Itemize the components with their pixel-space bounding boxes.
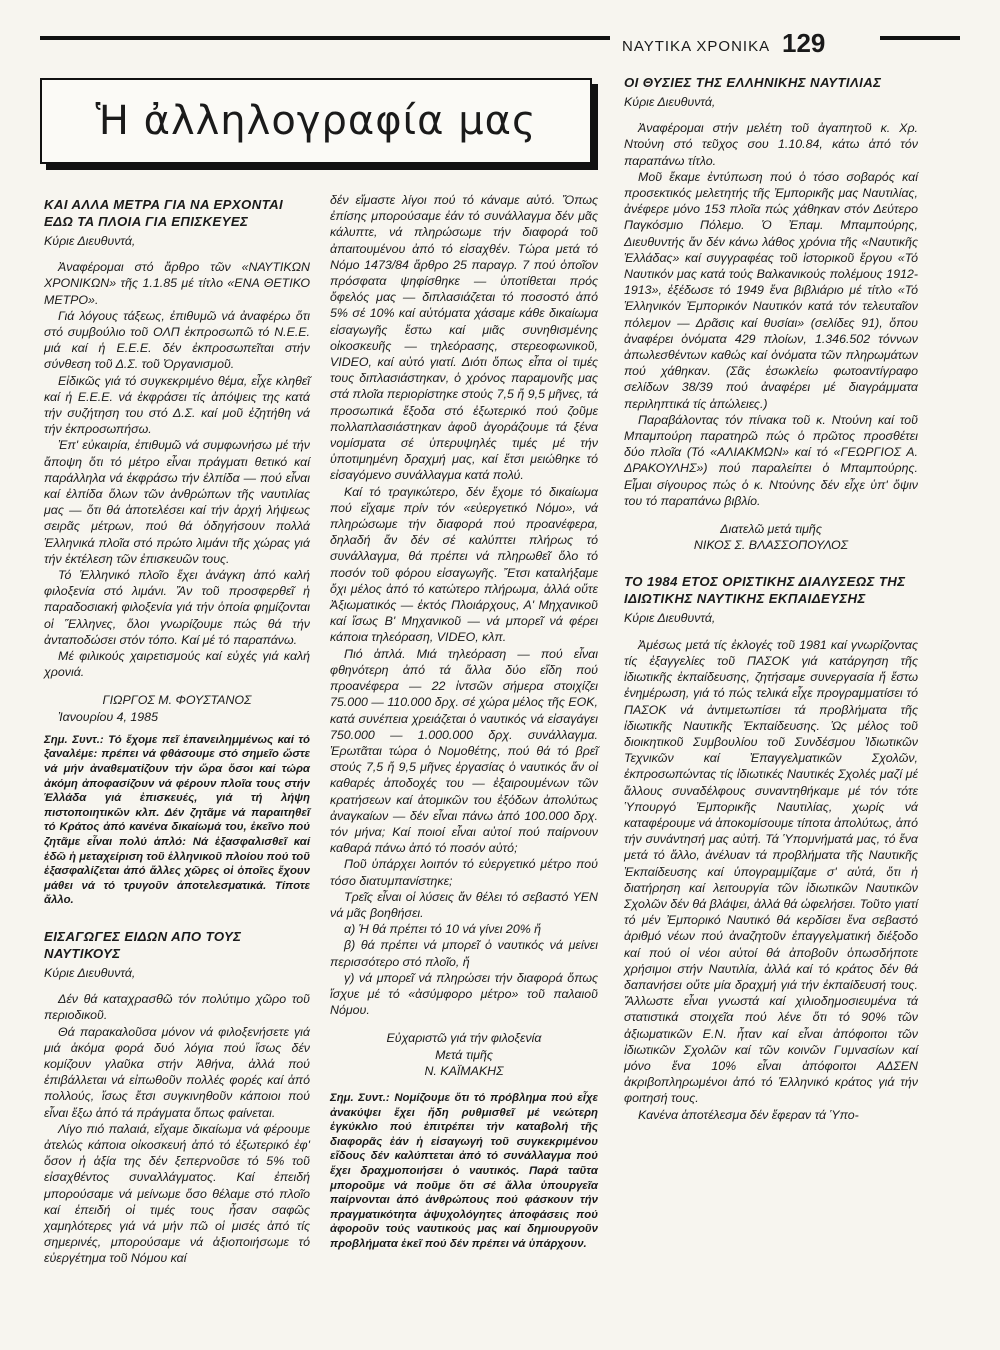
page-number: 129 — [782, 28, 826, 58]
column-2 — [330, 192, 598, 1252]
letter2-paragraph: Πιό ἁπλά. Μιά τηλεόραση — πού εἶναι φθηνότερη ἀπό τά ἄλλα δύο εἴδη πού προανέφερα — 22 ἰντσῶν σήμερα στοιχίζει 75.000 — 110.000 δρχ. σέ χώρα μέλος τῆς ΕΟΚ, κατά συνέπεια χρειάζεται ὁ ναυτικός νά εἰσαγάγει 750.000 — 1.000.000 δρχ. συνάλλαγμα. Ἐρωτᾶται τώρα ὁ Νομοθέτης, πού θά τό βρεῖ στούς 7,5 ἤ 9,5 μῆνες ἐργασίας ὁ ναυτικός ἄν οἱ καθαρές ἀποδοχές του — ἐξαιρουμένων τῶν κρατήσεων καί ἀτομικῶν του ἐξόδων ἀπολύτως ἀναγκαίων — δέν εἶναι πάνω ἀπό 100.000 δρχ. τόν μήνα; Καί ποιοί εἶναι αὐτοί πού παίρνουν καθαρά πάνω ἀπό τό ποσόν αὐτό; — [330, 646, 598, 856]
letter1-headline: ΚΑΙ ΑΛΛΑ ΜΕΤΡΑ ΓΙΑ ΝΑ ΕΡΧΟΝΤΑΙ ΕΔΩ ΤΑ ΠΛΟΙΑ ΓΙΑ ΕΠΙΣΚΕΥΕΣ — [44, 197, 284, 229]
letter1-editor-note: Σημ. Συντ.: Τό ἔχομε πεῖ ἐπανειλημμένως καί τό ξαναλέμε: πρέπει νά φθάσουμε στό σημεῖο ὥστε νά μήν ἀναθεματίζουν τήν ὥρα ὅσοι καί τώρα ἀκόμη ἀποφασίζουν νά φέρουν πλοῖα τους στήν Ἑλλάδα γιά ἐπισκευές, γιά τή λήψη πιστοποιητικῶν κλπ. Δέν ζητᾶμε νά παραιτηθεῖ τό Κράτος ἀπό κανένα δικαίωμά του, ἐκεῖνο πού ζητᾶμε εἶναι πολύ ἁπλό: Νά ἐξασφαλισθεῖ καί ἐδῶ ἡ μεταχείριση τοῦ ἑλληνικοῦ πλοίου πού τοῦ ἐξασφαλίζεται ἀπό ἄλλες χῶρες οἱ ὁποῖες ἔχουν μάθει νά τό τρυγοῦν ἀποτελεσματικά. Τίποτε ἄλλο. — [44, 733, 310, 907]
letter2-paragraph: Δέν θά καταχρασθῶ τόν πολύτιμο χῶρο τοῦ περιοδικοῦ. — [44, 992, 310, 1023]
header-rule-right — [880, 36, 960, 40]
column-1 — [44, 196, 310, 1267]
section-title-box — [40, 78, 592, 164]
letter1-paragraph: Γιά λόγους τάξεως, ἐπιθυμῶ νά ἀναφέρω ὅτι στό συμβούλιο τοῦ ΟΛΠ ἐκπροσωπῶ τό Ν.Ε.Ε. μιά καί ἡ Ε.Ε.Ε. δέν ἐκπροσωπεῖται στήν σύνθεση τοῦ Δ.Σ. τοῦ Ὀργανισμοῦ. — [44, 308, 310, 372]
letter2-list-item: α) Ἡ θά πρέπει τό 10 νά γίνει 20% ἤ — [344, 922, 542, 937]
letter4-paragraph: Κανένα ἀποτέλεσμα δέν ἔφεραν τά Ὑπο- — [638, 1107, 859, 1122]
page-header — [40, 26, 960, 66]
letter2-paragraph: Καί τό τραγικώτερο, δέν ἔχομε τό δικαίωμα πού εἴχαμε πρίν τόν «εὐεργετικό Νόμο», νά πληρώσωμε τήν διαφορά πού προανέφερα, δηλαδή ἄν δέν σέ καλύπτει πλήρως τό συνάλλαγμα, θά πρέπει νά πληρωθεῖ ὅλο τό ποσόν τοῦ φόρου εἰσαγωγῆς. Ἔτσι καταλήξαμε ὄχι μέλος ἀπό τό κατώτερο πλήρωμα, ἀλλά οὔτε Ἀξιωματικός — ἐκτός Πλοιάρχους, Α' Μηχανικοῦ καί ἴσως Β' Μηχανικοῦ — νά μπορεῖ νά φέρει κάποια τηλεόραση, VIDEO, κλπ. — [330, 484, 598, 645]
letter1-paragraph: Ἐπ' εὐκαιρία, ἐπιθυμῶ νά συμφωνήσω μέ τήν ἄποψη ὅτι τό μέτρο εἶναι πράγματι θετικό καί παράλληλα νά ἐκφράσω τήν ἐλπίδα — πού εἶναι καί ἐλπίδα ὅλων τῶν ἀνθρώπων τῆς ναυτιλίας μας — ὅτι θά ἀποτελέσει καί τήν ἀρχή λήψεως σειρᾶς μέτρων, πού θά ὁδηγήσουν πολλά Ἑλληνικά πλοῖα στό πρώτο λιμάνι τῆς χώρας γιά τήν ἐκτέλεση τῶν ἐπισκευῶν τους. — [44, 438, 310, 566]
letter2-paragraph: Ποῦ ὑπάρχει λοιπόν τό εὐεργετικό μέτρο πού τόσο διατυμπανίστηκε; — [330, 857, 598, 888]
letter1-paragraph: Ἀναφέρομαι στό ἄρθρο τῶν «ΝΑΥΤΙΚΩΝ ΧΡΟΝΙΚΩΝ» τῆς 1.1.85 μέ τίτλο «ΕΝΑ ΘΕΤΙΚΟ ΜΕΤΡΟ». — [44, 260, 310, 307]
letter2-closing: Εὐχαριστῶ γιά τήν φιλοξενία — [386, 1031, 542, 1046]
letter1-signature: ΓΙΩΡΓΟΣ Μ. ΦΟΥΣΤΑΝΟΣ — [102, 693, 252, 708]
letter1-salutation: Κύριε Διευθυντά, — [44, 234, 136, 248]
letter2-paragraph: Θά παρακαλοῦσα μόνον νά φιλοξενήσετε γιά μιά ἀκόμα φορά δυό λόγια πού ἴσως δέν κομίζουν γλαῦκα στήν Ἀθήνα, ἀλλά πού ἐπιβάλλεται νά εἰπωθοῦν πολλές φορές καί ἀπό πολλούς, ἴσως ἔτσι συγκινηθοῦν κάποιοι πού εἶναι ἔξω ἀπό τά πράγματα ὅπως φαίνεται. — [44, 1024, 310, 1120]
letter1-paragraph: Τό Ἑλληνικό πλοῖο ἔχει ἀνάγκη ἀπό καλή φιλοξενία στό λιμάνι. Ἄν τοῦ προσφερθεῖ ἡ παραδοσιακή φιλοξενία γιά τήν ὁποία φημίζονται οἱ Ἕλληνες, ὅλοι γνωρίζουμε πώς θά τήν ἀνταποδώσει στόν τόπο. Καί μέ τό παραπάνω. — [44, 568, 310, 647]
letter3-headline: ΟΙ ΘΥΣΙΕΣ ΤΗΣ ΕΛΛΗΝΙΚΗΣ ΝΑΥΤΙΛΙΑΣ — [624, 75, 882, 90]
letter2-signature: Ν. ΚΑΪΜΑΚΗΣ — [424, 1063, 504, 1078]
letter2-salutation: Κύριε Διευθυντά, — [44, 966, 136, 981]
letter3-salutation: Κύριε Διευθυντά, — [624, 95, 716, 109]
letter3-signature: ΝΙΚΟΣ Σ. ΒΛΑΣΣΟΠΟΥΛΟΣ — [693, 538, 849, 553]
letter3-paragraph: Μοῦ ἔκαμε ἐντύπωση πού ὁ τόσο σοβαρός καί προσεκτικός μελετητής τῆς Ἐμπορικῆς μας Ναυτιλίας, ἀνέφερε μόνο 153 πλοῖα πώς χάθηκαν στόν Δεύτερο Παγκόσμιο Πόλεμο. Ὁ Ἐπαμ. Μπαμπούρης, Διευθυντής ἄν δέν κάνω λάθος χρόνια τῆς «Ναυτικῆς Ἑλλάδας» καί συγγραφέας τοῦ ἱστορικοῦ ἔργου «Τό Ναυτικόν μας κατά τούς Βαλκανικούς πολέμους 1912-1913», ἐξέδωσε τό 1949 ἕνα βιβλιάριο μέ τίτλο «Τό Ἑλληνικόν Ἐμπορικόν Ναυτικόν κατά τόν τελευταῖον πόλεμον — Δρᾶσις καί θυσίαι» (σελίδες 91), ὅπου ἀναφέρει ὀνόματα 429 πλοίων, 1.346.502 τόννων ἀπωλεσθέντων καθώς καί ὀνόματα τῶν πληρωμάτων πού χάθηκαν. (Σᾶς ἐσωκλείω φωτοαντίγραφο σελίδων 38/39 πού ἀναφέρει μέ διαγράμματα περιληπτικά τίς ἀπώλειες.) — [624, 169, 918, 411]
letter1-paragraph: Εἰδικῶς γιά τό συγκεκριμένο θέμα, εἶχε κληθεῖ καί ἡ Ε.Ε.Ε. νά ἐκφράσει τίς ἀπόψεις της κατά τήν συζήτηση του στό Δ.Σ. καί μοῦ ἐζητήθη νά τήν ἐκπροσωπήσω. — [44, 373, 310, 437]
letter3-paragraph: Παραβάλοντας τόν πίνακα τοῦ κ. Ντούνη καί τοῦ Μπαμπούρη παρατηρῶ πώς ὁ πρῶτος προσθέτει δύο πλοῖα (Τό «ΑΛΙΑΚΜΩΝ» καί τό «ΓΕΩΡΓΙΟΣ Α. ΔΡΑΚΟΥΛΗΣ») πού παραλείπει ὁ Μπαμπούρης. Εἶμαι σίγουρος πώς ὁ κ. Ντούνης δέν εἶχε ὑπ' ὄψιν του τό παραπάνω βιβλίο. — [624, 412, 918, 508]
letter2-paragraph: Τρεῖς εἶναι οἱ λύσεις ἄν θέλει τό σεβαστό ΥΕΝ νά μᾶς βοηθήσει. — [330, 889, 598, 920]
letter2-editor-note: Σημ. Συντ.: Νομίζουμε ὅτι τό πρόβλημα πού εἶχε ἀνακύψει ἔχει ἤδη ρυθμισθεῖ μέ νεώτερη ἐγκύκλιο πού ἐπιτρέπει τήν καταβολή τῆς διαφορᾶς ἐάν ἡ εἰσαγωγή τοῦ συγκεκριμένου εἴδους δέν καλύπτεται ἀπό τό συνάλλαγμα πού ἔχει δραχμοποιήσει ὁ ναυτικός. Παρά ταῦτα μποροῦμε νά ποῦμε ὅτι σέ ἄλλα ὑπουργεῖα παίρνονται ἀπό ἀνθρώπους πού φάσκουν τήν πραγματικότητα ἀψυχολόγητες ἀποφάσεις πού ἀφοροῦν τούς ναυτικούς μας καί δημιουργοῦν προβλήματα ἐκεῖ πού δέν πρέπει νά ὑπάρχουν. — [330, 1091, 598, 1250]
magazine-name: ΝΑΥΤΙΚΑ ΧΡΟΝΙΚΑ — [622, 38, 771, 55]
letter2-paragraph: δέν εἴμαστε λίγοι πού τό κάναμε αὐτό. Ὅπως ἐπίσης μπορούσαμε ἐάν τό συνάλλαγμα δέν μᾶς κάλυπτε, νά πληρώσωμε τήν διαφορά τοῦ ἀπαιτουμένου ἀπό τό εἰσαχθέν. Τώρα μετά τό Νόμο 1473/84 ἄρθρο 25 παραγρ. 7 πού ὁποῖον πρόσφατα ψηφίσθηκε — ὑποτίθεται πρός ὄφελός μας — διπλασιάζεται τό ποσοστό ἀπό 5% σέ 10% καί αὐτόματα χάσαμε κάθε δικαίωμα εἰσαγωγῆς ἔστω καί μιᾶς συνηθισμένης οἰκοσκευῆς — τηλεόρασης, στερεοφωνικοῦ, VIDEO, καί αὐτό γιατί. Διότι ὅπως εἶπα οἱ τιμές τους διπλασιάστηκαν, ὁ χρόνος παραμονῆς μας στά πλοῖα περιορίστηκε στούς 7,5 ἤ 9,5 μῆνες, τά προσωπικά ἔξοδα στό ἐξωτερικό πού ζοῦμε πολλαπλασιάστηκαν ἀφοῦ ἀγοράζουμε τά ξένα νομίσματα σέ ὑπερυψηλές τιμές μέ τήν ὑποτιμημένη δραχμή μας, καί ἔτσι μειώθηκε τό εἰσαγόμενο συνάλλαγμα κατά πολύ. — [330, 193, 598, 483]
column-3 — [624, 74, 918, 1123]
letter2-headline: ΕΙΣΑΓΩΓΕΣ ΕΙΔΩΝ ΑΠΟ ΤΟΥΣ ΝΑΥΤΙΚΟΥΣ — [44, 929, 242, 962]
header-rule — [40, 36, 610, 40]
letter2-list-item: β) θά πρέπει νά μπορεῖ ὁ ναυτικός νά μείνει περισσότερο στό πλοῖο, ἤ — [330, 938, 598, 969]
letter2-paragraph: Λίγο πιό παλαιά, εἴχαμε δικαίωμα νά φέρουμε ἀτελώς κάποια οἰκοσκευή ἀπό τό ἐξωτερικό ἐφ' ὅσον ἡ ἀξία της δέν ξεπερνοῦσε τό 5% τοῦ εἰσαχθέντος συναλλάγματος. Καί ἐπειδή μπορούσαμε νά μείνωμε ὅσο θέλαμε στό πλοῖο καί ἐπειδή οἱ τιμές τους ἦσαν σαφῶς χαμηλότερες γιά νά μήν πῶ οἱ μισές ἀπό τίς σημερινές, μπορούσαμε νά ἀξιοποιήσωμε τό εὐεργέτημα τοῦ Νόμου καί — [44, 1121, 310, 1266]
letter4-paragraph: Ἀμέσως μετά τίς ἐκλογές τοῦ 1981 καί γνωρίζοντας τίς ἐξαγγελίες τοῦ ΠΑΣΟΚ γιά κατάργηση τῆς ἰδιωτικῆς ἐκπαίδευσης, ζητήσαμε συνεργασία ἤ ἔστω ἐνημέρωση, γιά τό πώς τελικά εἶχε προγραμματίσει τό ΠΑΣΟΚ νά ἀντιμετωπίσει τά προβλήματα τῆς ἰδιωτικῆς Ναυτικῆς Ἐκπαίδευσης. Ὡς μέλος τοῦ διοικητικοῦ Συμβουλίου τοῦ Συνδέσμου Ἰδιωτικῶν Τεχνικῶν καί Ἐπαγγελματικῶν Σχολῶν, ἐκπροσωπώντας τίς ἰδιωτικές Ναυτικές Σχολές μαζί μέ ἄλλους συναδέλφους συναντηθήκαμε μέ τόν τότε Ὑπουργό Ἐμπορικῆς Ναυτιλίας, χωρίς νά καταφέρουμε νά ἀποκομίσουμε τίποτα ἀπολύτως, ἀπό τήν συνάντησή μας αὐτή. Τά Ὑπομνήματά μας, τό ἕνα μετά τό ἄλλο, ἀνέλυαν τά προβλήματα τῆς Ναυτικῆς Ἐκπαίδευσης καί ὑπογραμμίζαμε σ' αὐτά, ὅτι ἡ διατήρηση καί λειτουργία τῶν ἰδιωτικῶν Ναυτικῶν Σχολῶν δέν θά βλάψει, ἀλλά θά ὠφελήσει. Τοῦτο γιατί τό μέν Ἐμπορικό Ναυτικό θά κερδίσει ἕνα σεβαστό ἀριθμό νέων πού ἀναζητοῦν ἐπαγγελματική διέξοδο καί πού οἱ νέοι αὐτοί θά ἀποβοῦν ὁπωσδήποτε χρήσιμοι στήν Ναυτιλία, ἀλλά καί τό κράτος δέν θά δαπανήσει οὔτε μία δραχμή γιά τήν ἐκπαίδευσή τους. Ἄλλωστε εἶναι γνωστά καί χιλιοδημοσιευμένα τά στατιστικά στοιχεῖα πού λένε ὅτι τό 90% τῶν ἀξιωματικῶν Ε.Ν. ἦταν καί εἶναι ἀπόφοιτοι τῶν ἰδιωτικῶν Σχολῶν καί τῶν κοινῶν Γυμνασίων καί μόνο ἕνα 10% εἶναι ἀπόφοιτοι ΑΔΣΕΝ ἀκριβοπληρωμένοι ἀπό τό Ἑλληνικό κράτος γιά τήν φοιτησή τους. — [624, 637, 918, 1106]
letter4-salutation: Κύριε Διευθυντά, — [624, 611, 716, 626]
letter2-list-item: γ) νά μπορεῖ νά πληρώσει τήν διαφορά ὅπως ἴσχυε μέ τό «ἀσύμφορο μέτρο» τοῦ παλαιοῦ Νόμου. — [330, 970, 598, 1018]
letter3-paragraph: Ἀναφέρομαι στήν μελέτη τοῦ ἀγαπητοῦ κ. Χρ. Ντούνη στό τεῦχος σου 1.10.84, κάτω ἀπό τόν παραπάνω τίτλο. — [624, 121, 918, 168]
letter3-closing: Διατελῶ μετά τιμῆς — [720, 522, 822, 537]
letter1-paragraph: Μέ φιλικούς χαιρετισμούς καί εὐχές γιά καλή χρονιά. — [44, 649, 310, 680]
letter2-closing: Μετά τιμῆς — [435, 1047, 493, 1062]
letter1-date: Ἰανουρίου 4, 1985 — [58, 709, 158, 724]
section-title: Ἡ ἀλληλογραφία μας — [95, 98, 537, 144]
letter4-headline: ΤΟ 1984 ΕΤΟΣ ΟΡΙΣΤΙΚΗΣ ΔΙΑΛΥΣΕΩΣ ΤΗΣ ΙΔΙΩΤΙΚΗΣ ΝΑΥΤΙΚΗΣ ΕΚΠΑΙΔΕΥΣΗΣ — [624, 574, 906, 607]
